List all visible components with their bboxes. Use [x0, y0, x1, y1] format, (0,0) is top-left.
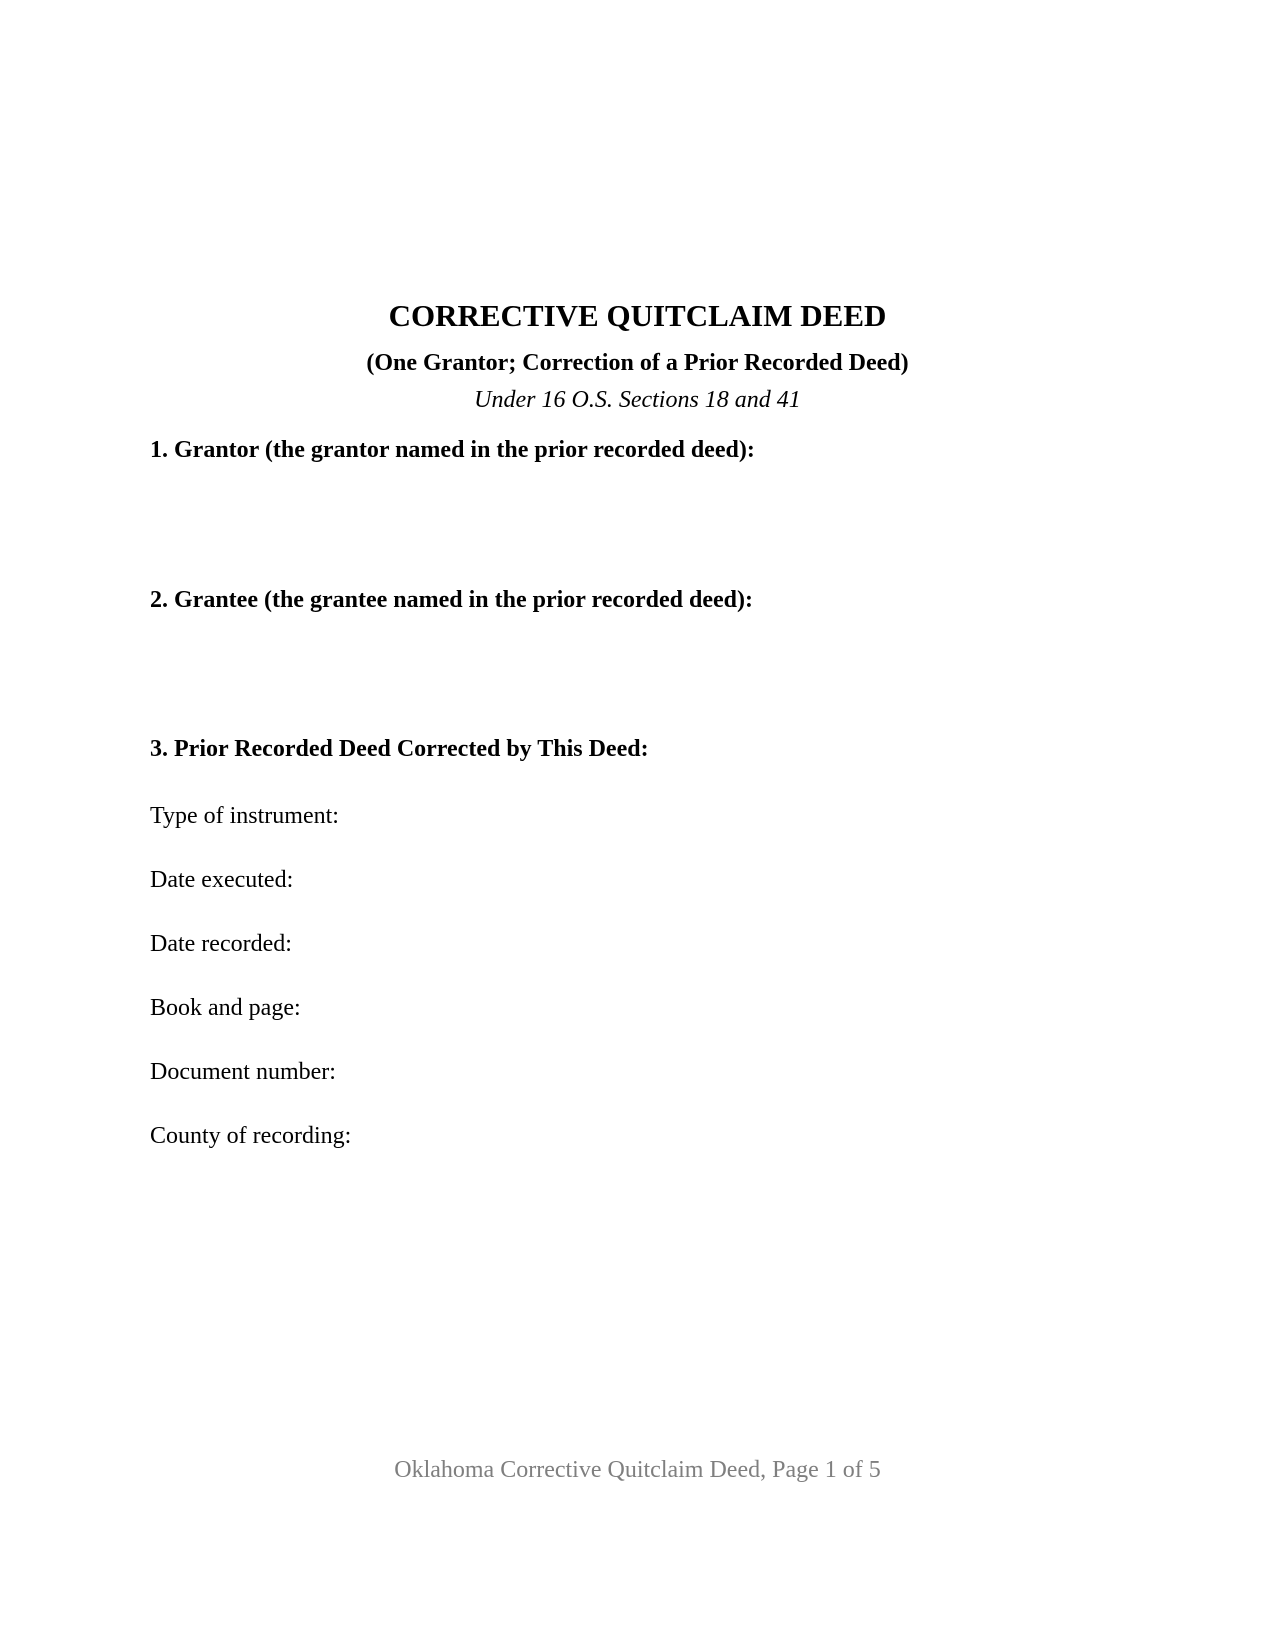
page-footer: Oklahoma Corrective Quitclaim Deed, Page 1 of 5 [394, 1457, 881, 1483]
grantee-heading: 2. Grantee (the grantee named in the prior recorded deed): [150, 587, 753, 613]
document-number-label: Document number: [150, 1059, 336, 1085]
document-subtitle: (One Grantor; Correction of a Prior Recorded Deed) [366, 350, 909, 376]
statute-reference: Under 16 O.S. Sections 18 and 41 [474, 387, 801, 413]
prior-deed-heading: 3. Prior Recorded Deed Corrected by This Deed: [150, 736, 649, 762]
date-executed-label: Date executed: [150, 867, 294, 893]
book-and-page-label: Book and page: [150, 995, 301, 1021]
date-recorded-label: Date recorded: [150, 931, 292, 957]
grantor-heading: 1. Grantor (the grantor named in the prior recorded deed): [150, 437, 755, 463]
county-of-recording-label: County of recording: [150, 1123, 352, 1149]
document-title: CORRECTIVE QUITCLAIM DEED [388, 298, 887, 333]
type-of-instrument-label: Type of instrument: [150, 803, 339, 829]
